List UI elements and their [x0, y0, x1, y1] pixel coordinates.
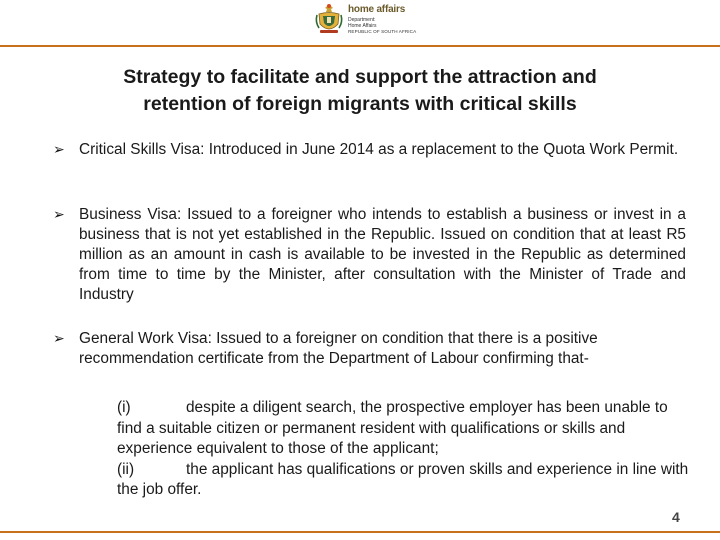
- logo-brand-name: home affairs: [348, 4, 406, 15]
- slide-title-line: retention of foreign migrants with critical skills: [143, 93, 577, 115]
- page-number: 4: [672, 509, 680, 525]
- header-divider: [0, 45, 720, 47]
- arrowhead-bullet-icon: ➢: [53, 206, 65, 222]
- logo-department-label: Department:: [348, 17, 376, 23]
- logo-country-name: REPUBLIC OF SOUTH AFRICA: [348, 29, 417, 34]
- coat-of-arms-icon: [314, 2, 344, 36]
- bullet-critical-skills-visa: Critical Skills Visa: Introduced in June 2014 as a replacement to the Quota Work Permit.: [79, 141, 679, 158]
- arrowhead-bullet-icon: ➢: [53, 141, 65, 157]
- slide-title: [40, 64, 680, 118]
- bullet-business-visa: Business Visa: Issued to a foreigner who intends to establish a business or invest in a business that is not yet established in the Republic. Issued on condition that at least R5 million as an amount in cash is available to be invested in the Republic as determined from time to time by the Minister, after consultation with the Minister of Trade and Industry: [79, 206, 686, 303]
- bullet-general-work-visa: General Work Visa: Issued to a foreigner on condition that there is a positive recommendation certificate from the Department of Labour confirming that-: [79, 330, 598, 367]
- home-affairs-logo: [314, 2, 416, 38]
- arrowhead-bullet-icon: ➢: [53, 330, 65, 346]
- sub-item-number: (i): [117, 399, 131, 416]
- sub-item-text: despite a diligent search, the prospective employer has been unable to find a suitable citizen or permanent resident with qualifications or skills and experience equivalent to those of the applicant;: [117, 399, 668, 457]
- sub-item-text: the applicant has qualifications or proven skills and experience in line with the job offer.: [117, 460, 689, 498]
- footer-divider: [0, 531, 720, 533]
- sub-item-list: [117, 398, 689, 501]
- sub-item-number: (ii): [117, 460, 135, 478]
- sub-item: [117, 460, 689, 501]
- slide-title-line: Strategy to facilitate and support the attraction and: [123, 66, 597, 88]
- sub-item: [117, 398, 689, 460]
- logo-department-name: Home Affairs: [348, 23, 377, 29]
